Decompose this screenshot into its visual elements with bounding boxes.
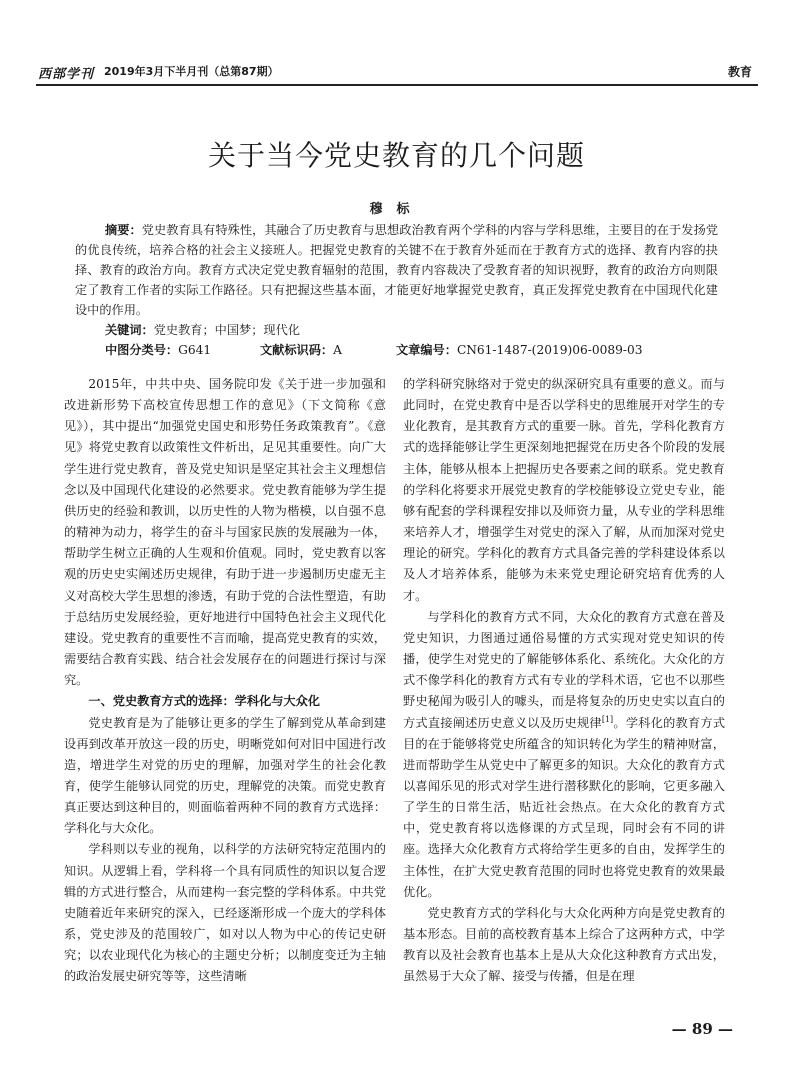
body-column-right	[403, 374, 725, 988]
paragraph: 学科则以专业的视角，以科学的方法研究特定范围内的知识。从逻辑上看，学科将一个具有同质性的知识以复合逻辑的方式进行整合，从而建构一套完整的学科体系。中共党史随着近年来研究的深入，已经逐渐形成一个庞大的学科体系，党史涉及的范围较广，如对以人物为中心的传记史研究；以农业现代化为核心的主题史分析；以制度变迁为主轴的政治发展史研究等等，这些清晰	[64, 842, 386, 984]
abstract	[75, 220, 718, 320]
citation-ref[interactable]: [1]	[601, 714, 614, 724]
body-column-left	[64, 374, 386, 988]
abstract-label: 摘要：	[105, 223, 142, 237]
document-code: 文献标识码：A	[260, 343, 342, 357]
abstract-text: 党史教育具有特殊性，其融合了历史教育与思想政治教育两个学科的内容与学科思维，主要目的在于发扬党的优良传统，培养合格的社会主义接班人。把握党史教育的关键不在于教育外延而在于教育方式的选择、教育内容的抉择、教育的政治方向。教育方式决定党史教育辐射的范围，教育内容裁决了受教育者的知识视野，教育的政治方向则限定了教育工作者的实际工作路径。只有把握这些基本面，才能更好地掌握党史教育，真正发挥党史教育在中国现代化建设中的作用。	[75, 223, 719, 317]
clc-code: 中图分类号：G641	[105, 343, 212, 357]
abstract-block	[75, 220, 718, 360]
running-header	[36, 60, 754, 84]
classification-row	[75, 340, 718, 360]
keywords	[75, 320, 718, 340]
article-author: 穆标	[369, 202, 424, 217]
paragraph: 2015年，中共中央、国务院印发《关于进一步加强和改进新形势下高校宣传思想工作的意见》（下文简称《意见》），其中提出“加强党史国史和形势任务政策教育”。《意见》将党史教育以政策性文件析出，足见其重要性。向广大学生进行党史教育，普及党史知识是坚定其社会主义理想信念以及中国现代化建设的必然要求。党史教育能够为学生提供历史的经验和教训，以历史性的人物为楷模，以自强不息的精神为动力，将学生的奋斗与国家民族的发展融为一体，帮助学生树立正确的人生观和价值观。同时，党史教育以客观的历史史实阐述历史规律，有助于进一步遏制历史虚无主义对高校大学生思想的渗透，有助于党的合法性塑造，有助于总结历史发展经验，更好地进行中国特色社会主义现代化建设。党史教育的重要性不言而喻，提高党史教育的实效，需要结合教育实践、结合社会发展存在的问题进行探讨与深究。	[64, 377, 386, 688]
keywords-label: 关键词：	[105, 323, 154, 337]
paragraph: 党史教育是为了能够让更多的学生了解到党从革命到建设再到改革开放这一段的历史，明晰党如何对旧中国进行改造，增进学生对党的历史的理解，加强对学生的社会化教育，使学生能够认同党的历史，理解党的决策。而党史教育真正要达到这种目的，则面临着两种不同的教育方式选择：学科化与大众化。	[64, 715, 386, 836]
keywords-text: 党史教育；中国梦；现代化	[153, 323, 300, 337]
section-heading: 一、党史教育方式的选择：学科化与大众化	[88, 694, 320, 709]
paragraph: 与学科化的教育方式不同，大众化的教育方式意在普及党史知识，力图通过通俗易懂的方式实现对党史知识的传播，使学生对党史的了解能够体系化、系统化。大众化的方式不像学科化的教育方式有专业的学科术语，它也不以那些野史秘闻为吸引人的噱头，而是将复杂的历史史实以直白的方式直接阐述历史意义以及历史规律[1]。学科化的教育方式目的在于能够将党史所蕴含的知识转化为学生的精神财富，进而帮助学生从党史中了解更多的知识。大众化的教育方式以喜闻乐见的形式对学生进行潜移默化的影响，它更多融入了学生的日常生活，贴近社会热点。在大众化的教育方式中，党史教育将以选修课的方式呈现，同时会有不同的讲座。选择大众化教育方式将给学生更多的自由，发挥学生的主体性，在扩大党史教育范围的同时也将党史教育的效果最优化。	[403, 609, 726, 899]
article-number: 文章编号：CN61-1487-(2019)06-0089-03	[396, 343, 643, 357]
header-rule	[36, 84, 758, 86]
issue-info: 2019年3月下半月刊（总第87期）	[104, 65, 279, 78]
paragraph: 党史教育方式的学科化与大众化两种方向是党史教育的基本形态。目前的高校教育基本上综合了这两种方式，中学教育以及社会教育也基本上是从大众化这种教育方式出发，虽然易于大众了解、接受与传播，但是在理	[403, 905, 725, 984]
paragraph: 的学科研究脉络对于党史的纵深研究具有重要的意义。而与此同时，在党史教育中是否以学科史的思维展开对学生的专业化教育，是其教育方式的重要一脉。首先，学科化教育方式的选择能够让学生更深刻地把握党在历史各个阶段的发展主体，能够从根本上把握历史各要素之间的联系。党史教育的学科化将要求开展党史教育的学校能够设立党史专业，能够有配套的学科课程安排以及师资力量，从专业的学科思维来培养人才，增强学生对党史的深入了解，从而加深对党史理论的研究。学科化的教育方式具备完善的学科建设体系以及人才培养体系，能够为未来党史理论研究培育优秀的人才。	[403, 377, 725, 603]
section-label: 教育	[727, 65, 752, 79]
article-title: 关于当今党史教育的几个问题	[207, 139, 585, 172]
page-number: — 89 —	[671, 1020, 733, 1038]
journal-name: 西部学刊	[38, 67, 95, 82]
